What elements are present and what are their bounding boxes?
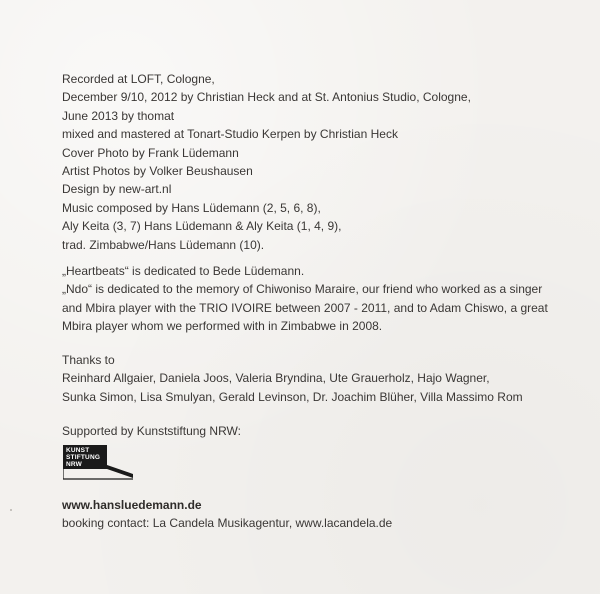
- credits-line: Music composed by Hans Lüdemann (2, 5, 6, 8),: [62, 200, 321, 215]
- website-link: www.hansluedemann.de: [62, 498, 202, 512]
- margin-mark: [10, 509, 12, 511]
- credits-line: December 9/10, 2012 by Christian Heck and at St. Antonius Studio, Cologne,: [62, 90, 471, 105]
- dedication-line: „Ndo“ is dedicated to the memory of Chiwoniso Maraire, our friend who worked as a singer: [62, 282, 543, 297]
- credits-line: trad. Zimbabwe/Hans Lüdemann (10).: [62, 237, 265, 252]
- credits-line: Cover Photo by Frank Lüdemann: [62, 145, 239, 160]
- dedication-line: and Mbira player with the TRIO IVOIRE between 2007 - 2011, and to Adam Chiswo, a great: [62, 300, 548, 315]
- supported-by-block: [62, 422, 241, 440]
- credits-line: June 2013 by thomat: [62, 108, 175, 123]
- credits-line: Aly Keita (3, 7) Hans Lüdemann & Aly Keita (1, 4, 9),: [62, 219, 342, 234]
- dedication-line: Mbira player whom we performed with in Zimbabwe in 2008.: [62, 319, 383, 334]
- dedication-line: „Heartbeats“ is dedicated to Bede Lüdemann.: [62, 264, 305, 278]
- thanks-heading: Thanks to: [62, 353, 115, 367]
- dedications-block: [62, 262, 548, 336]
- booking-contact: booking contact: La Candela Musikagentur, www.lacandela.de: [62, 516, 393, 531]
- credits-line: mixed and mastered at Tonart-Studio Kerpen by Christian Heck: [62, 127, 398, 142]
- kunststiftung-nrw-logo: [63, 445, 133, 485]
- contact-block: [62, 496, 392, 533]
- thanks-line: Sunka Simon, Lisa Smulyan, Gerald Levinson, Dr. Joachim Blüher, Villa Massimo Rom: [62, 389, 523, 404]
- thanks-block: [62, 351, 523, 406]
- logo-text: [66, 447, 100, 468]
- thanks-line: Reinhard Allgaier, Daniela Joos, Valeria Bryndina, Ute Grauerholz, Hajo Wagner,: [62, 371, 490, 386]
- logo-line: KUNST: [66, 447, 90, 454]
- credits-line: Artist Photos by Volker Beushausen: [62, 163, 253, 178]
- supported-by-text: Supported by Kunststiftung NRW:: [62, 424, 241, 438]
- credits-line: Recorded at LOFT, Cologne,: [62, 72, 215, 86]
- credits-block: [62, 70, 471, 254]
- logo-line: NRW: [66, 461, 83, 468]
- logo-line: STIFTUNG: [66, 454, 101, 461]
- credits-line: Design by new-art.nl: [62, 182, 172, 197]
